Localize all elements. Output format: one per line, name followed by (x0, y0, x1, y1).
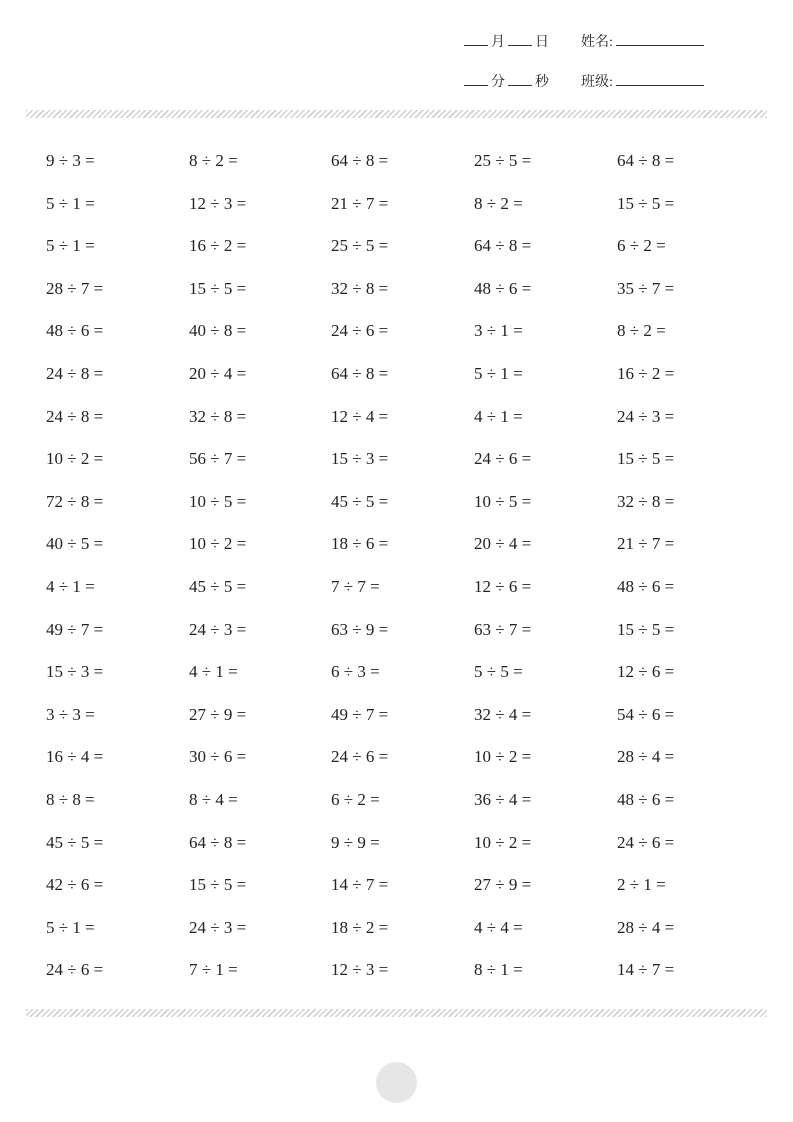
division-problem: 10 ÷ 5 = (189, 491, 247, 511)
division-problem: 12 ÷ 4 = (331, 406, 389, 426)
division-problem: 30 ÷ 6 = (189, 747, 247, 767)
division-problem: 64 ÷ 8 = (189, 832, 247, 852)
division-problem: 12 ÷ 3 = (189, 193, 247, 213)
division-problem: 9 ÷ 3 = (46, 151, 95, 170)
division-problem: 6 ÷ 2 = (331, 789, 380, 809)
division-problem: 3 ÷ 1 = (474, 321, 523, 341)
division-problem: 15 ÷ 5 = (189, 278, 247, 298)
division-problem: 14 ÷ 7 = (331, 875, 389, 895)
division-problem: 49 ÷ 7 = (331, 704, 389, 724)
division-problem: 9 ÷ 9 = (331, 832, 380, 852)
minute-label: 分 (491, 75, 505, 90)
division-problem: 24 ÷ 3 = (617, 406, 675, 426)
division-problem: 25 ÷ 5 = (331, 236, 389, 256)
division-problem: 4 ÷ 1 = (474, 406, 523, 426)
time-class-row (464, 72, 704, 92)
division-problem: 27 ÷ 9 = (474, 875, 532, 895)
division-problem: 42 ÷ 6 = (46, 875, 104, 895)
division-problem: 10 ÷ 2 = (474, 832, 532, 852)
division-problem: 40 ÷ 5 = (46, 534, 104, 554)
day-blank[interactable] (508, 32, 532, 46)
month-blank[interactable] (464, 32, 488, 46)
division-problem: 45 ÷ 5 = (189, 576, 247, 596)
division-problem: 4 ÷ 1 = (189, 662, 238, 682)
division-problem: 48 ÷ 6 = (617, 576, 675, 596)
second-label: 秒 (535, 75, 549, 90)
division-problem: 24 ÷ 8 = (46, 406, 104, 426)
division-problem: 24 ÷ 6 = (331, 321, 389, 341)
month-label: 月 (491, 35, 505, 50)
division-problem: 5 ÷ 1 = (474, 363, 523, 383)
division-problem: 32 ÷ 8 = (331, 278, 389, 298)
division-problem: 15 ÷ 5 = (617, 193, 675, 213)
division-problem: 48 ÷ 6 = (474, 278, 532, 298)
division-problem: 45 ÷ 5 = (331, 491, 389, 511)
division-problem: 15 ÷ 5 = (189, 875, 247, 895)
division-problem: 10 ÷ 2 = (474, 747, 532, 767)
division-problem: 8 ÷ 2 = (474, 193, 523, 213)
division-problem: 48 ÷ 6 = (617, 789, 675, 809)
day-label: 日 (535, 35, 549, 50)
class-label: 班级: (581, 75, 613, 90)
division-problem: 63 ÷ 9 = (331, 619, 389, 639)
division-problem: 32 ÷ 4 = (474, 704, 532, 724)
division-problem: 18 ÷ 6 = (331, 534, 389, 554)
division-problem: 21 ÷ 7 = (617, 534, 675, 554)
division-problem: 32 ÷ 8 = (617, 491, 675, 511)
minute-blank[interactable] (464, 72, 488, 86)
division-problem: 24 ÷ 3 = (189, 917, 247, 937)
division-problem: 45 ÷ 5 = (46, 832, 104, 852)
second-blank[interactable] (508, 72, 532, 86)
division-problem: 35 ÷ 7 = (617, 278, 675, 298)
name-blank[interactable] (616, 32, 704, 46)
division-problem: 5 ÷ 5 = (474, 662, 523, 682)
division-problem: 15 ÷ 5 = (617, 619, 675, 639)
name-label: 姓名: (581, 35, 613, 50)
division-problem: 15 ÷ 3 = (331, 449, 389, 469)
division-problem: 64 ÷ 8 = (617, 151, 675, 170)
division-problem: 5 ÷ 1 = (46, 917, 95, 937)
division-problem: 25 ÷ 5 = (474, 151, 532, 170)
division-problem: 64 ÷ 8 = (331, 151, 389, 170)
division-problem: 16 ÷ 2 = (189, 236, 247, 256)
division-problem: 5 ÷ 1 = (46, 193, 95, 213)
division-problem: 4 ÷ 1 = (46, 576, 95, 596)
division-problem: 20 ÷ 4 = (474, 534, 532, 554)
division-problem: 63 ÷ 7 = (474, 619, 532, 639)
division-problem: 64 ÷ 8 = (474, 236, 532, 256)
division-problem: 72 ÷ 8 = (46, 491, 104, 511)
division-problem: 24 ÷ 6 = (617, 832, 675, 852)
division-problem: 7 ÷ 7 = (331, 576, 380, 596)
division-problem: 28 ÷ 7 = (46, 278, 104, 298)
division-problem: 5 ÷ 1 = (46, 236, 95, 256)
division-problem: 10 ÷ 5 = (474, 491, 532, 511)
division-problem: 4 ÷ 4 = (474, 917, 523, 937)
division-problem: 7 ÷ 1 = (189, 960, 238, 980)
division-problem: 6 ÷ 3 = (331, 662, 380, 682)
division-problem: 8 ÷ 2 = (189, 151, 238, 170)
division-problem: 16 ÷ 2 = (617, 363, 675, 383)
division-problem: 48 ÷ 6 = (46, 321, 104, 341)
division-problem: 24 ÷ 8 = (46, 363, 104, 383)
page-number-badge (376, 1062, 417, 1103)
top-divider (26, 110, 767, 118)
division-problem: 49 ÷ 7 = (46, 619, 104, 639)
division-problem: 18 ÷ 2 = (331, 917, 389, 937)
division-problem: 24 ÷ 6 = (474, 449, 532, 469)
division-problem: 54 ÷ 6 = (617, 704, 675, 724)
division-problem: 28 ÷ 4 = (617, 747, 675, 767)
division-problem: 36 ÷ 4 = (474, 789, 532, 809)
division-problem: 24 ÷ 3 = (189, 619, 247, 639)
division-problem: 21 ÷ 7 = (331, 193, 389, 213)
division-problem: 8 ÷ 2 = (617, 321, 666, 341)
division-problem: 32 ÷ 8 = (189, 406, 247, 426)
division-problem: 12 ÷ 6 = (617, 662, 675, 682)
division-problem: 10 ÷ 2 = (189, 534, 247, 554)
division-problem: 27 ÷ 9 = (189, 704, 247, 724)
division-problem: 6 ÷ 2 = (617, 236, 666, 256)
bottom-divider (26, 1009, 767, 1017)
division-problem: 8 ÷ 8 = (46, 789, 95, 809)
division-problem: 56 ÷ 7 = (189, 449, 247, 469)
division-problem: 12 ÷ 6 = (474, 576, 532, 596)
division-problem: 24 ÷ 6 = (331, 747, 389, 767)
division-problem: 20 ÷ 4 = (189, 363, 247, 383)
division-problem: 64 ÷ 8 = (331, 363, 389, 383)
division-problem: 16 ÷ 4 = (46, 747, 104, 767)
division-problem: 8 ÷ 1 = (474, 960, 523, 980)
division-problem: 8 ÷ 4 = (189, 789, 238, 809)
division-problem: 12 ÷ 3 = (331, 960, 389, 980)
date-name-row (464, 32, 704, 52)
division-problem: 15 ÷ 5 = (617, 449, 675, 469)
division-problem: 40 ÷ 8 = (189, 321, 247, 341)
division-problem: 24 ÷ 6 = (46, 960, 104, 980)
worksheet-header (0, 0, 793, 110)
division-problem: 10 ÷ 2 = (46, 449, 104, 469)
division-problem: 28 ÷ 4 = (617, 917, 675, 937)
division-problem: 14 ÷ 7 = (617, 960, 675, 980)
division-problem: 2 ÷ 1 = (617, 875, 666, 895)
class-blank[interactable] (616, 72, 704, 86)
division-problem: 3 ÷ 3 = (46, 704, 95, 724)
division-problem: 15 ÷ 3 = (46, 662, 104, 682)
